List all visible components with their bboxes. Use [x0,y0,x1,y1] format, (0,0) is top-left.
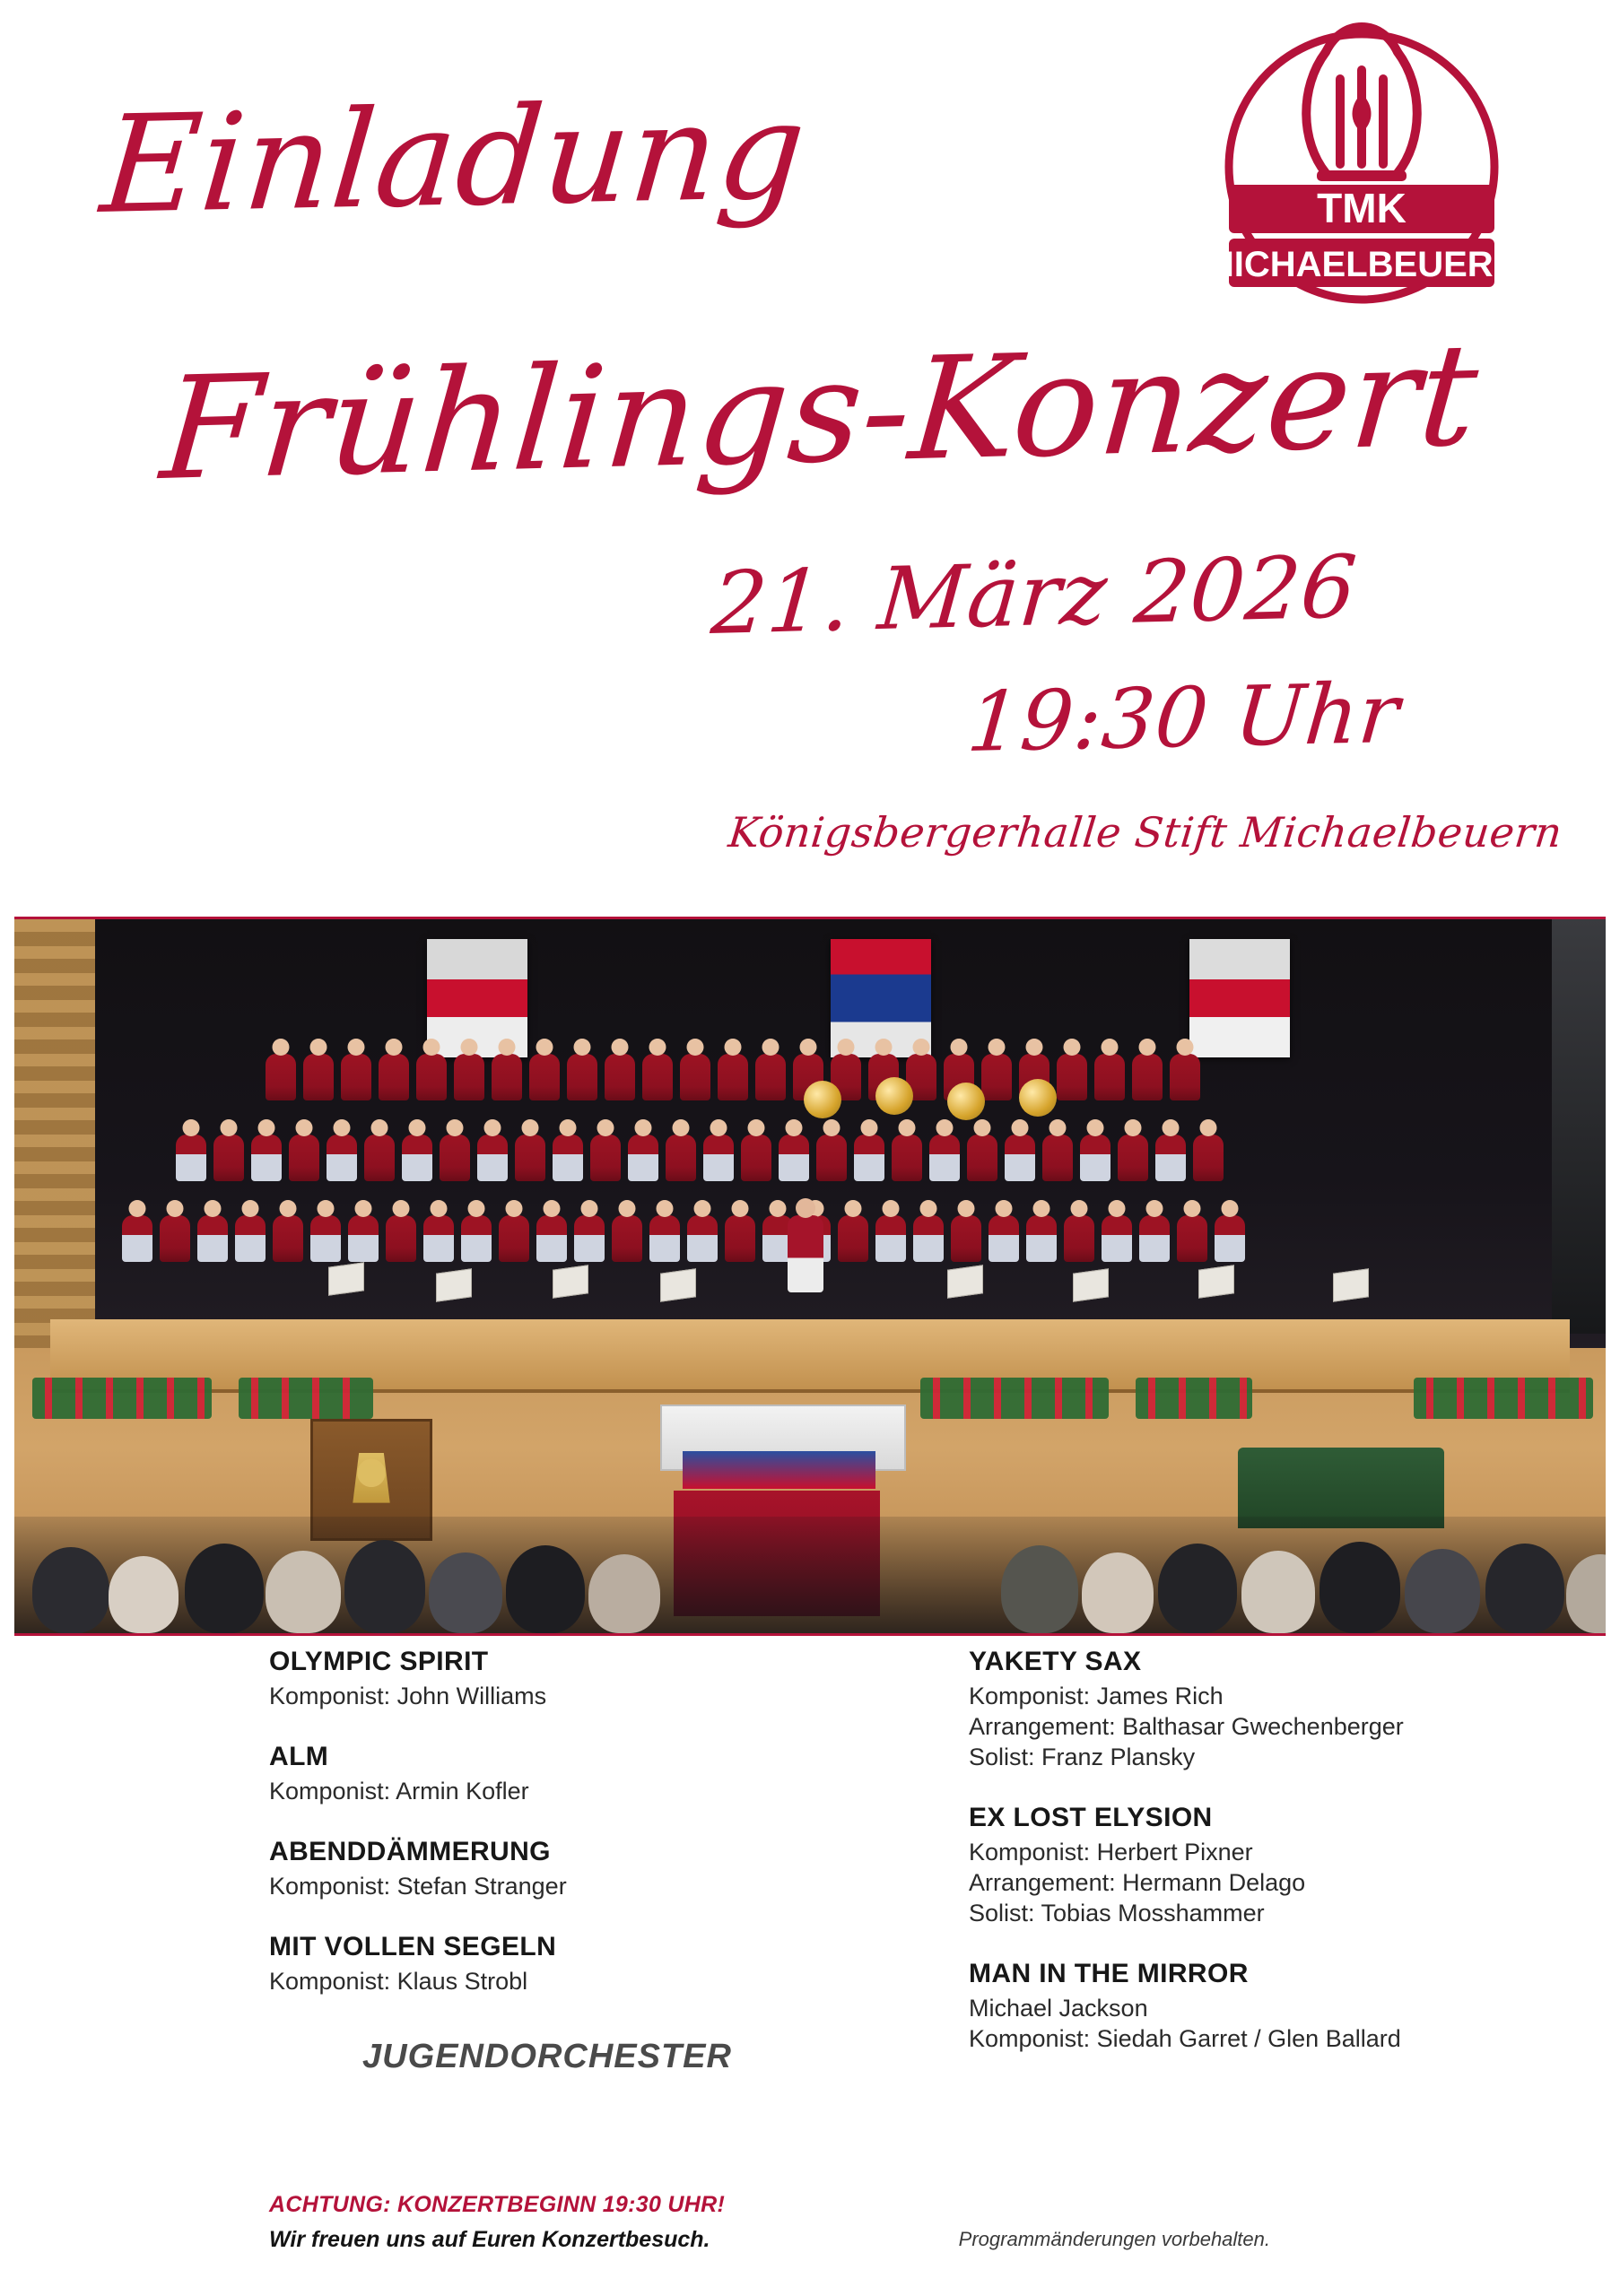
musician [1139,1215,1170,1262]
program-piece [969,1803,1525,1928]
piece-detail: Komponist: Siedah Garret / Glen Ballard [969,2025,1401,2053]
musician [310,1215,341,1262]
musician [213,1135,244,1181]
musician [197,1215,228,1262]
musician [666,1135,696,1181]
audience-head [1001,1545,1078,1633]
podium-step [683,1451,875,1489]
musician [967,1135,997,1181]
flower-box [32,1378,212,1419]
tuba-bell [804,1081,841,1118]
musician [680,1054,710,1100]
piece-detail: Arrangement: Hermann Delago [969,1869,1306,1897]
musician [176,1135,206,1181]
band-row-back [266,1054,1200,1100]
audience-head [506,1545,585,1633]
musician [235,1215,266,1262]
piece-detail: Komponist: James Rich [969,1683,1224,1709]
jugendorchester-heading: JUGENDORCHESTER [362,2038,732,2076]
program-piece [269,1647,825,1711]
flower-box [1414,1378,1593,1419]
audience-head [1082,1552,1154,1633]
musician [567,1054,597,1100]
audience-head [588,1554,660,1633]
concert-time: 19:30 Uhr [963,665,1404,770]
concert-date: 21. März 2026 [708,536,1361,654]
musician [725,1215,755,1262]
musician [590,1135,621,1181]
musician [1064,1215,1094,1262]
musician [1177,1215,1207,1262]
musician [1170,1054,1200,1100]
piece-detail: Michael Jackson [969,1995,1148,2022]
welcome-note: Wir freuen uns auf Euren Konzertbesuch. [269,2227,710,2252]
musician [515,1135,545,1181]
musician [364,1135,395,1181]
audience-head [1405,1549,1480,1633]
musician [838,1215,868,1262]
musician [1132,1054,1163,1100]
music-stand [553,1265,588,1299]
musician [423,1215,454,1262]
music-stand [1198,1265,1234,1299]
program-columns [269,1647,1525,2084]
piece-detail: Komponist: Klaus Strobl [269,1968,528,1996]
musician [816,1135,847,1181]
audience-head [1158,1544,1237,1633]
piece-title: EX LOST ELYSION [969,1803,1213,1833]
tuba-bell [1019,1079,1057,1117]
musician [402,1135,432,1181]
piece-detail: Arrangement: Balthasar Gwechenberger [969,1713,1404,1741]
program-piece [269,1837,825,1901]
musician [1094,1054,1125,1100]
concert-photo [14,917,1606,1636]
stage-right-wall [1552,919,1606,1334]
musician [1102,1215,1132,1262]
audience-head [32,1547,109,1633]
audience-head [185,1544,264,1633]
piece-detail: Komponist: Stefan Stranger [269,1873,567,1900]
audience-head [429,1552,502,1633]
musician [440,1135,470,1181]
disclaimer: Programmänderungen vorbehalten. [958,2228,1270,2250]
musician [892,1135,922,1181]
piece-title: YAKETY SAX [969,1647,1142,1676]
musician [348,1215,379,1262]
poster-header [0,0,1620,901]
musician [492,1054,522,1100]
program-column-left [269,1647,825,2084]
musician [454,1054,484,1100]
musician [327,1135,357,1181]
musician [461,1215,492,1262]
audience-head [109,1556,179,1633]
piece-detail: Solist: Franz Plansky [969,1744,1196,1771]
musician [386,1215,416,1262]
musician [929,1135,960,1181]
musician [1215,1215,1245,1262]
musician [251,1135,282,1181]
audience-head [1320,1542,1400,1633]
invitation-heading: Einladung [95,73,812,244]
footer-left [269,2192,725,2253]
piece-detail: Komponist: Herbert Pixner [969,1839,1253,1866]
musician [605,1054,635,1100]
concert-photo-scene [14,919,1606,1633]
musician [1080,1135,1110,1181]
musician [755,1054,786,1100]
flower-box [1136,1378,1252,1419]
program-column-right [969,1647,1525,2084]
musician [574,1215,605,1262]
musician [1193,1135,1224,1181]
program-piece [969,1959,1525,2054]
musician [553,1135,583,1181]
audience-head [266,1551,341,1633]
piece-detail: Komponist: John Williams [269,1683,547,1709]
musician [649,1215,680,1262]
audience-head [1485,1544,1564,1633]
tuba-bell [875,1077,913,1115]
concert-venue: Königsbergerhalle Stift Michaelbeuern [726,808,1565,857]
audience [14,1517,1606,1633]
piece-detail: Komponist: Armin Kofler [269,1778,529,1805]
musician [499,1215,529,1262]
program-piece [269,1932,825,1996]
program-piece [269,1742,825,1806]
musician [529,1054,560,1100]
piece-title: MIT VOLLEN SEGELN [269,1932,557,1962]
musician [341,1054,371,1100]
tmk-michaelbeuern-logo [1191,7,1532,357]
music-stand [947,1265,983,1299]
musician [951,1215,981,1262]
musician [273,1215,303,1262]
musician [642,1054,673,1100]
musician [477,1135,508,1181]
program-piece [969,1647,1525,1772]
musician [703,1135,734,1181]
band-row-front [122,1215,1245,1262]
gym-wall-bars [14,919,95,1362]
musician [266,1054,296,1100]
musician [854,1135,884,1181]
band-row-middle [176,1135,1224,1181]
musician [1118,1135,1148,1181]
musician [718,1054,748,1100]
musician [536,1215,567,1262]
program-section [0,1647,1620,2296]
musician [122,1215,152,1262]
musician [913,1215,944,1262]
musician [379,1054,409,1100]
musician [303,1054,334,1100]
tuba-bell [947,1083,985,1120]
piece-detail: Solist: Tobias Mosshammer [969,1900,1265,1927]
music-stand [1073,1268,1109,1302]
musician [1026,1215,1057,1262]
musician [687,1215,718,1262]
flower-box [239,1378,373,1419]
musician [628,1135,658,1181]
austrian-flag-left [427,939,527,1057]
flower-box [920,1378,1109,1419]
piece-title: ABENDDÄMMERUNG [269,1837,551,1867]
music-stand [328,1262,364,1296]
music-stand [1333,1268,1369,1302]
musician [1155,1135,1186,1181]
music-stand [660,1268,696,1302]
audience-head [1241,1551,1315,1633]
music-stand [436,1268,472,1302]
piece-title: OLYMPIC SPIRIT [269,1647,489,1676]
musician [989,1215,1019,1262]
musician [160,1215,190,1262]
concert-title: Frühlings-Konzert [155,312,1485,512]
piece-title: MAN IN THE MIRROR [969,1959,1249,1989]
logo-line2: MICHAELBEUERN [1204,245,1520,284]
audience-head [1566,1554,1606,1633]
musician [875,1215,906,1262]
musician [416,1054,447,1100]
musician [1057,1054,1087,1100]
musician [612,1215,642,1262]
logo-line1: TMK [1317,185,1407,231]
attention-notice: ACHTUNG: KONZERTBEGINN 19:30 UHR! [269,2192,726,2217]
musician [1005,1135,1035,1181]
musician [741,1135,771,1181]
musician [289,1135,319,1181]
piece-title: ALM [269,1742,329,1772]
musician [981,1054,1012,1100]
musician [1042,1135,1073,1181]
audience-head [344,1540,425,1633]
austrian-flag-right [1189,939,1290,1057]
musician [779,1135,809,1181]
conductor [788,1215,823,1292]
